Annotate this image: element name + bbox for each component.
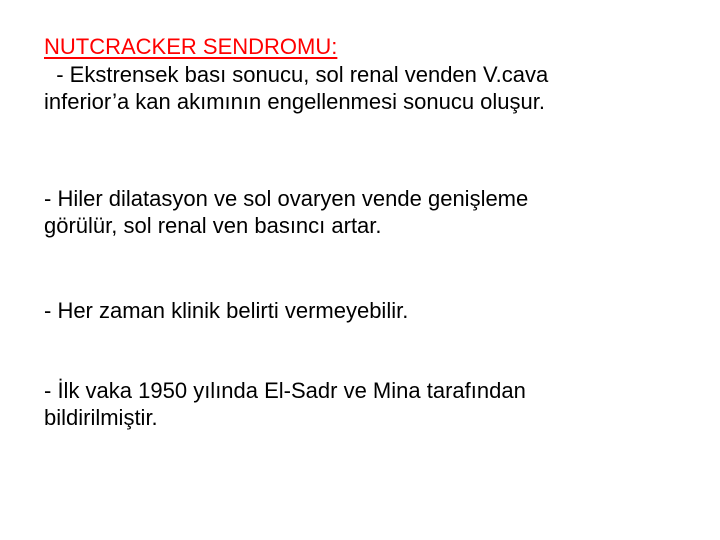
paragraph-1-line-1: - Ekstrensek bası sonucu, sol renal venden V.cava <box>44 62 549 87</box>
paragraph-2-line-2: görülür, sol renal ven basıncı artar. <box>44 213 382 238</box>
paragraph-3 <box>44 297 684 324</box>
paragraph-4-line-2: bildirilmiştir. <box>44 405 158 430</box>
paragraph-4 <box>44 377 684 431</box>
slide-title: NUTCRACKER SENDROMU: <box>44 34 338 59</box>
paragraph-3-line-1: - Her zaman klinik belirti vermeyebilir. <box>44 298 409 323</box>
paragraph-2 <box>44 185 684 239</box>
paragraph-1-line-2: inferior’a kan akımının engellenmesi sonucu oluşur. <box>44 89 545 114</box>
paragraph-1 <box>44 61 684 115</box>
paragraph-2-line-1: - Hiler dilatasyon ve sol ovaryen vende genişleme <box>44 186 529 211</box>
paragraph-4-line-1: - İlk vaka 1950 yılında El-Sadr ve Mina tarafından <box>44 378 526 403</box>
